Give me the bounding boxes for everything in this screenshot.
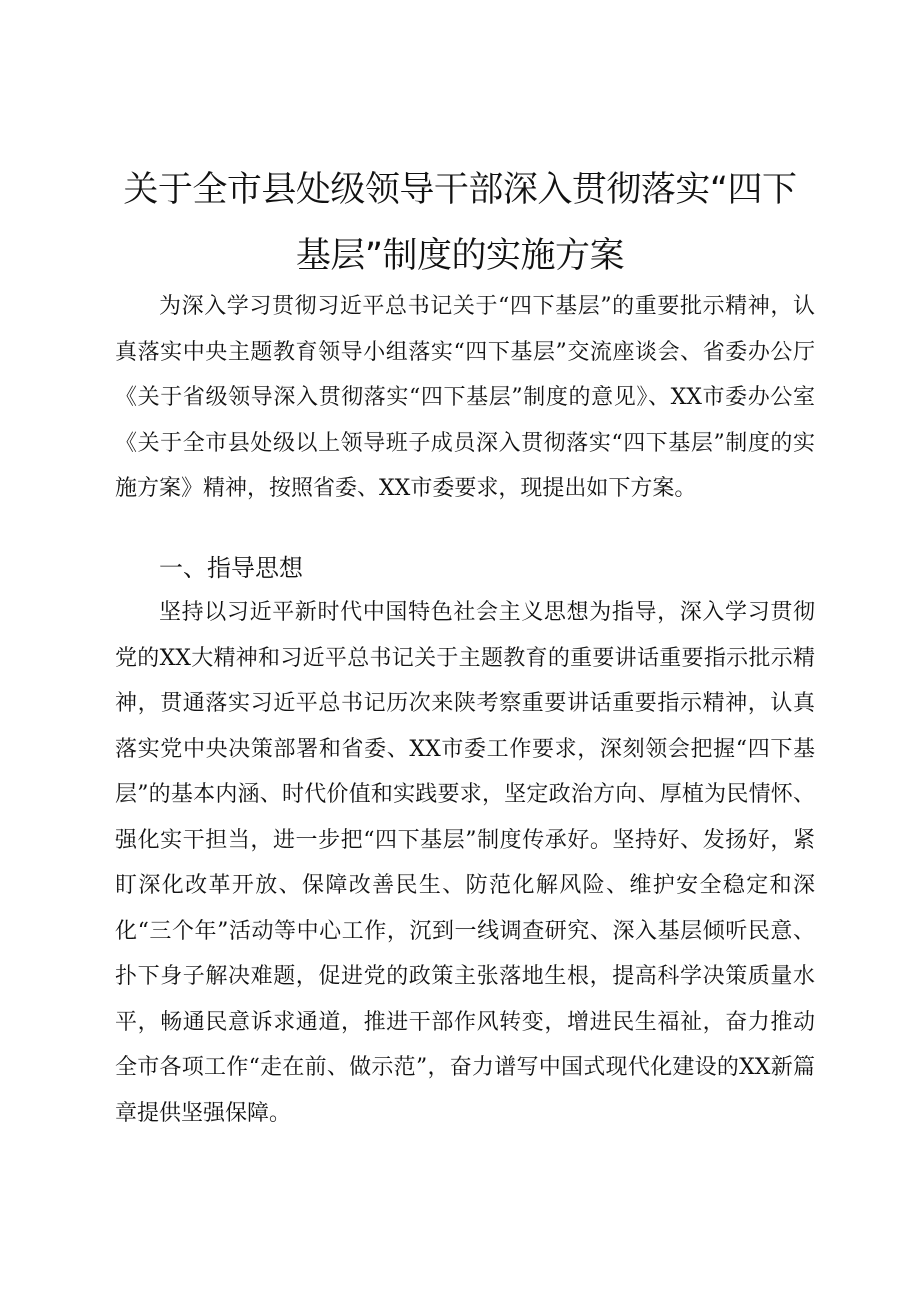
intro-paragraph: 为深入学习贯彻习近平总书记关于“四下基层”的重要批示精神，认真落实中央主题教育领导小组落实“四下基层”交流座谈会、省委办公厅《关于省级领导深入贯彻落实“四下基层”制度的意见》、XX市委办公室《关于全市县处级以上领导班子成员深入贯彻落实“四下基层”制度的实施方案》精神，按照省委、XX市委要求，现提出如下方案。: [115, 294, 815, 501]
document-title-line-2: 基层”制度的实施方案: [295, 236, 625, 276]
document-title-line-1: 关于全市县处级领导干部深入贯彻落实“四下: [123, 170, 797, 210]
guiding-ideology-paragraph: 坚持以习近平新时代中国特色社会主义思想为指导，深入学习贯彻党的XX大精神和习近平总书记关于主题教育的重要讲话重要指示批示精神，贯通落实习近平总书记历次来陕考察重要讲话重要指示精神，认真落实党中央决策部署和省委、XX市委工作要求，深刻领会把握“四下基层”的基本内涵、时代价值和实践要求，坚定政治方向、厚植为民情怀、强化实干担当，进一步把“四下基层”制度传承好。坚持好、发扬好，紧盯深化改革开放、保障改善民生、防范化解风险、维护安全稳定和深化“三个年”活动等中心工作，沉到一线调查研究、深入基层倾听民意、扑下身子解决难题，促进党的政策主张落地生根，提高科学决策质量水平，畅通民意诉求通道，推进干部作风转变，增进民生福祉，奋力推动全市各项工作“走在前、做示范”，奋力谱写中国式现代化建设的XX新篇章提供坚强保障。: [115, 600, 815, 1126]
section-heading-guiding-ideology: 一、指导思想: [159, 554, 303, 582]
